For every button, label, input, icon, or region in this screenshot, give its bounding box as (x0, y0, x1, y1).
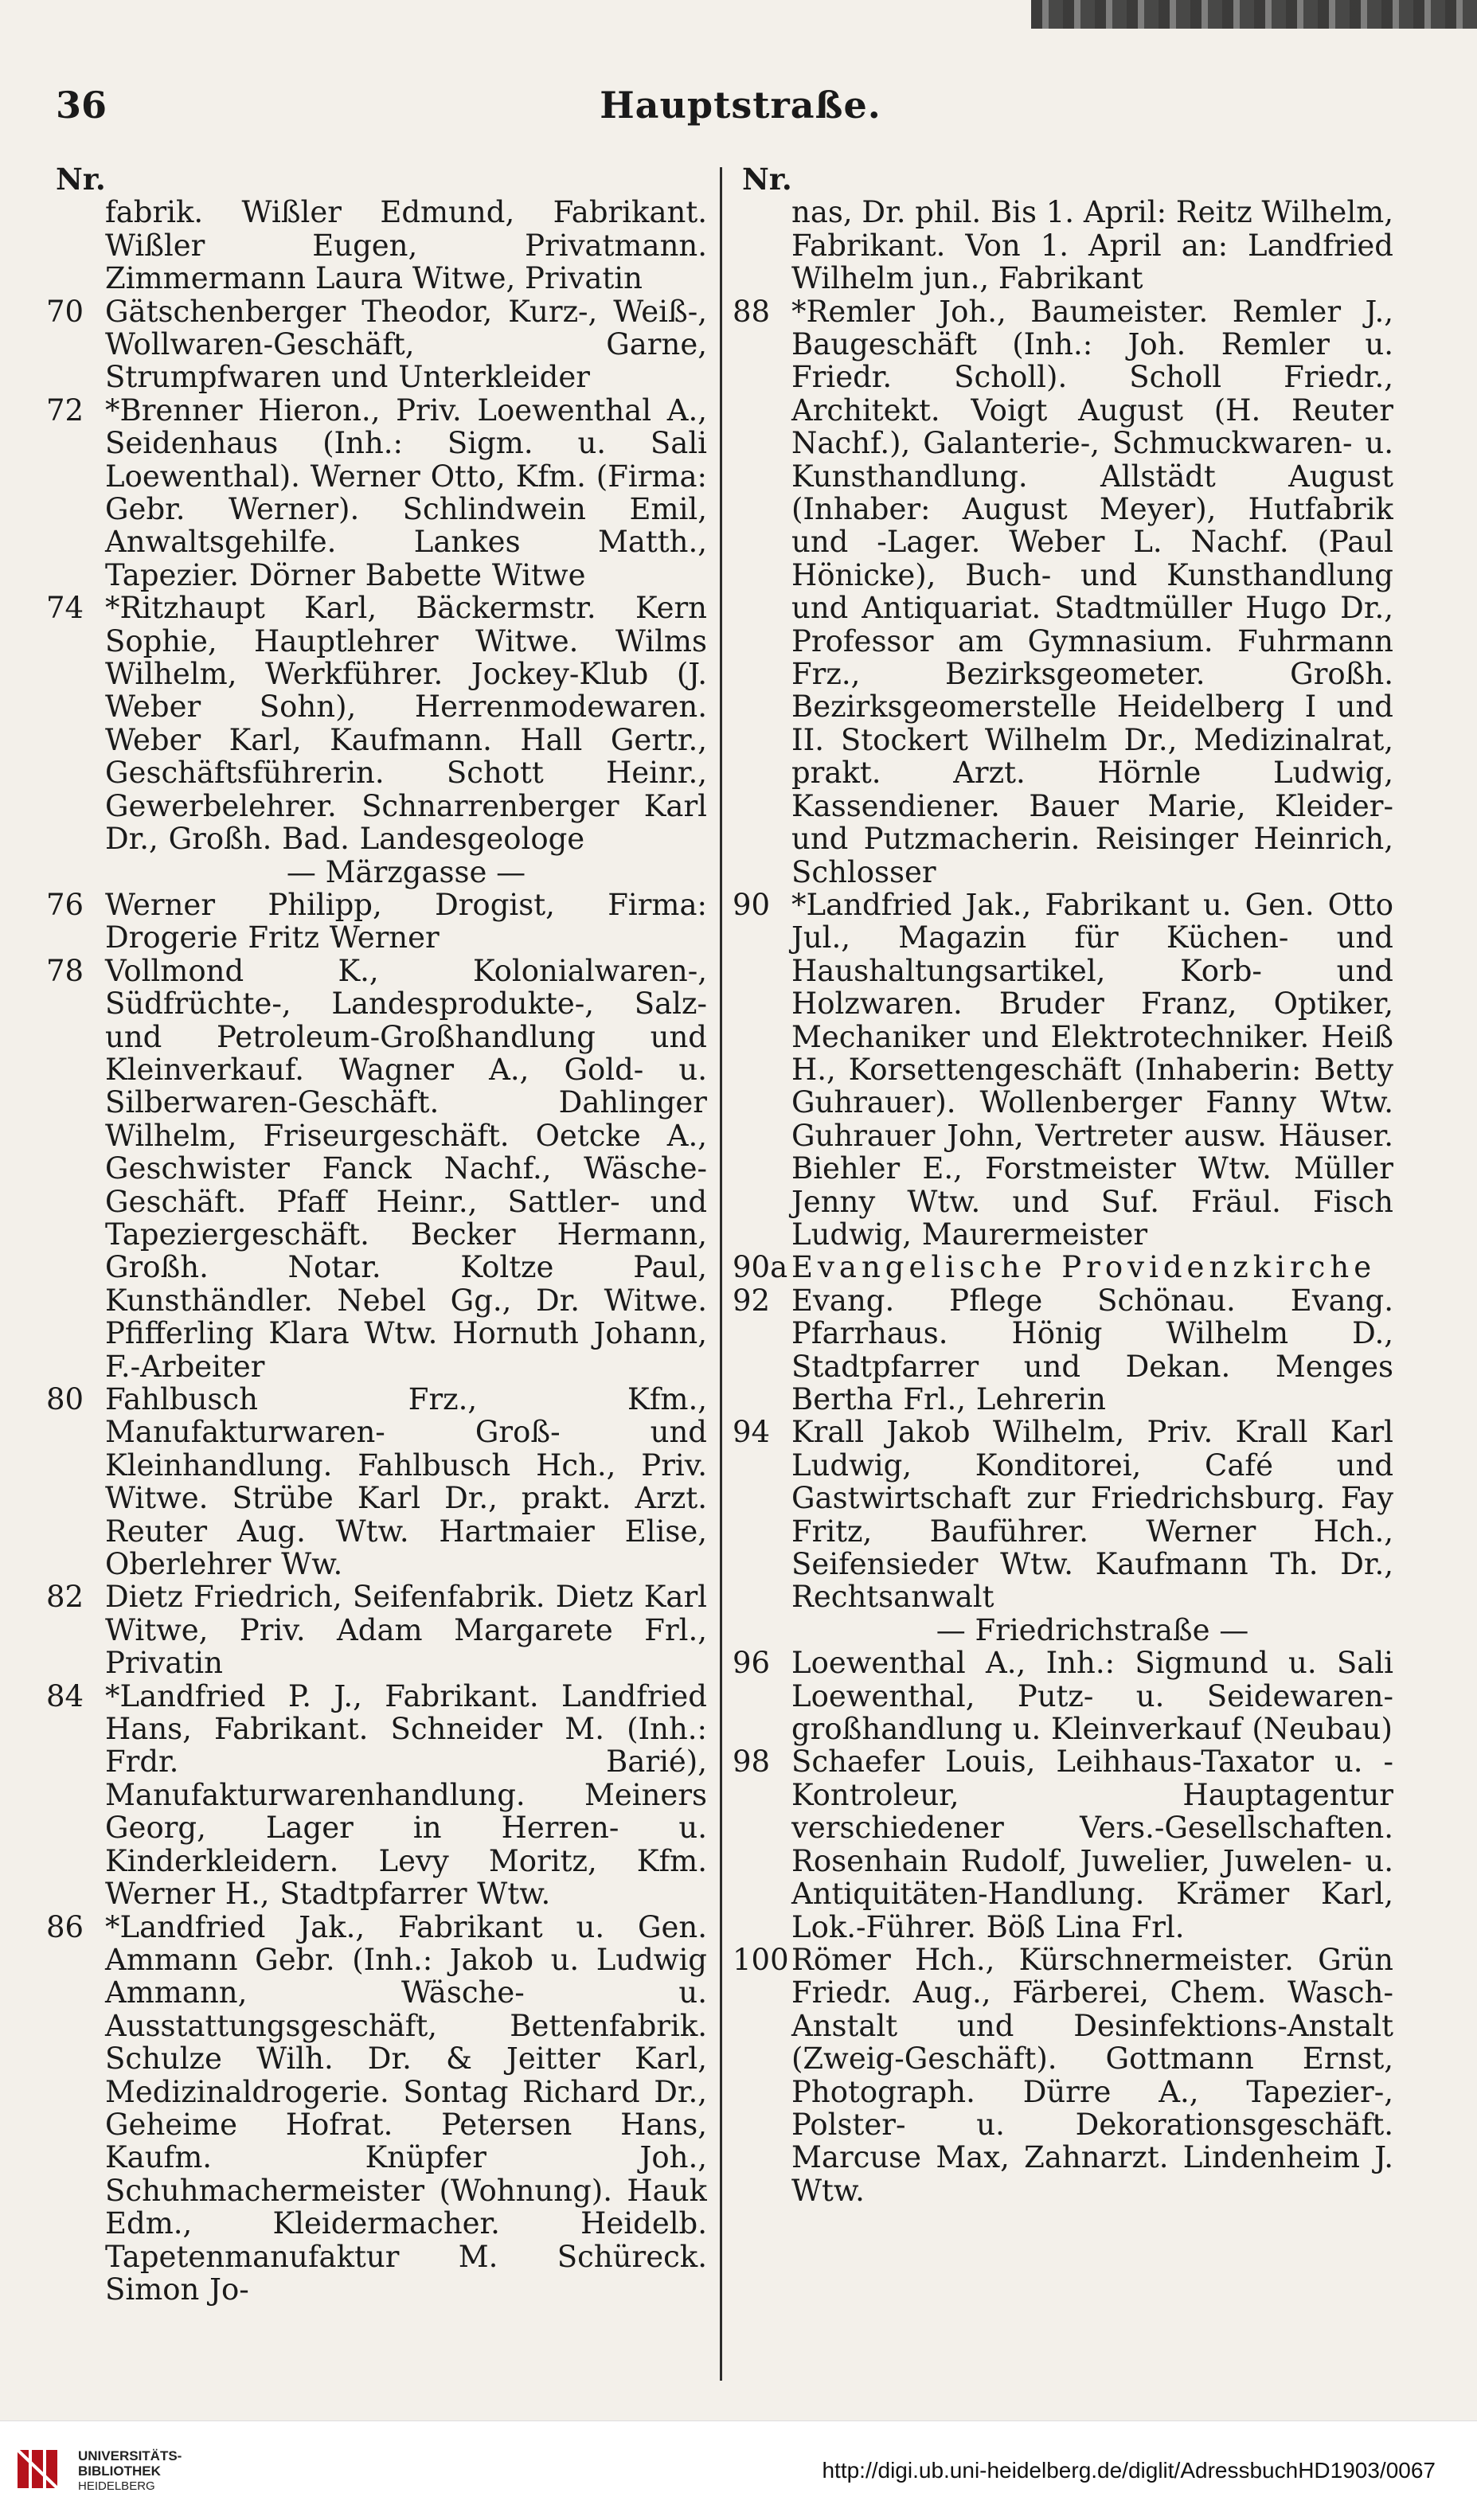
directory-entry (733, 1745, 1393, 1943)
column-divider (720, 167, 722, 2381)
column-head: Nr. (742, 163, 792, 197)
house-number: 92 (733, 1283, 771, 1318)
cross-street-separator: — Friedrichstraße — (936, 1612, 1249, 1647)
directory-entry (733, 1944, 1393, 2207)
directory-entry (733, 295, 1393, 889)
directory-entry (733, 1416, 1393, 1613)
directory-entry (733, 889, 1393, 1251)
entry-text: Evang. Pflege Schönau. Evang. Pfarrhaus. Hönig Wilhelm D., Stadtpfarrer und Dekan. Menges Bertha Frl., Lehrerin (791, 1283, 1393, 1417)
column-head: Nr. (56, 163, 106, 197)
torn-page-edge (1031, 0, 1477, 29)
entry-text: *Landfried Jak., Fabrikant u. Gen. Ammann Gebr. (Inh.: Jakob u. Ludwig Ammann, Wäsche- u. Ausstattungsgeschäft, Bettenfabrik. Schulze Wilh. Dr. & Jeitter Karl, Medizinaldrogerie. Sontag Richard Dr., Geheime Hofrat. Petersen Hans, Kaufm. Knüpfer Joh., Schuhmachermeister (Wohnung). Hauk Edm., Kleidermacher. Heidelb. Tapetenmanufaktur M. Schüreck. Simon Jo- (105, 1909, 707, 2307)
page-title: Hauptstraße. (600, 84, 881, 127)
cross-street-separator: — Märzgasse — (286, 854, 526, 889)
entry-text: Loewenthal A., Inh.: Sigmund u. Sali Loewenthal, Putz- u. Seidewaren-großhandlung u. Kleinverkauf (Neubau) (791, 1646, 1393, 1747)
house-number: 90 (733, 887, 771, 922)
source-url-link[interactable]: http://digi.ub.uni-heidelberg.de/diglit/AdressbuchHD1903/0067 (822, 2458, 1436, 2483)
house-number: 98 (733, 1744, 771, 1780)
directory-entry (733, 1284, 1393, 1416)
house-number: 74 (46, 591, 84, 626)
continuation-text: fabrik. Wißler Edmund, Fabrikant. Wißler Eugen, Privatmann. Zimmermann Laura Witwe, Privatin (105, 195, 707, 296)
entry-text: *Brenner Hieron., Priv. Loewenthal A., Seidenhaus (Inh.: Sigm. u. Sali Loewenthal). Werner Otto, Kfm. (Firma: Gebr. Werner). Schlindwein Emil, Anwaltsgehilfe. Lankes Matth., Tapezier. Dörner Babette Witwe (105, 393, 707, 592)
house-number: 96 (733, 1646, 771, 1681)
house-number: 94 (733, 1415, 771, 1450)
house-number: 86 (46, 1909, 84, 1944)
page-header (48, 84, 1433, 139)
directory-entry (46, 1383, 707, 1580)
entry-text: Dietz Friedrich, Seifenfabrik. Dietz Karl Witwe, Priv. Adam Margarete Frl., Privatin (105, 1580, 707, 1681)
university-library-logo-icon (14, 2445, 62, 2493)
entry-text: *Landfried P. J., Fabrikant. Landfried Hans, Fabrikant. Schneider M. (Inh.: Frdr. Barié), Manufakturwarenhandlung. Meiners Georg, Lager in Herren- u. Kinderkleidern. Levy Moritz, Kfm. Werner H., Stadtpfarrer Wtw. (105, 1678, 707, 1912)
house-number: 76 (46, 887, 84, 922)
entry-text: Fahlbusch Frz., Kfm., Manufakturwaren- Groß- und Kleinhandlung. Fahlbusch Hch., Priv. Witwe. Strübe Karl Dr., prakt. Arzt. Reuter Aug. Wtw. Hartmaier Elise, Oberlehrer Ww. (105, 1382, 707, 1582)
house-number: 82 (46, 1580, 84, 1615)
page-number: 36 (56, 84, 107, 127)
entry-text: Vollmond K., Kolonialwaren-, Südfrüchte-, Landesprodukte-, Salz- und Petroleum-Großhandlung und Kleinverkauf. Wagner A., Gold- u. Silberwaren-Geschäft. Dahlinger Wilhelm, Friseurgeschäft. Oetcke A., Geschwister Fanck Nachf., Wäsche-Geschäft. Pfaff Heinr., Sattler- und Tapeziergeschäft. Becker Hermann, Großh. Notar. Koltze Paul, Kunsthändler. Nebel Gg., Dr. Witwe. Pfifferling Klara Wtw. Hornuth Johann, F.-Arbeiter (105, 953, 707, 1384)
entry-text: *Remler Joh., Baumeister. Remler J., Baugeschäft (Inh.: Joh. Remler u. Friedr. Scholl). Scholl Friedr., Architekt. Voigt August (H. Reuter Nachf.), Galanterie-, Schmuckwaren- u. Kunsthandlung. Allstädt August (Inhaber: August Meyer), Hutfabrik und -Lager. Weber L. Nachf. (Paul Hönicke), Buch- und Kunsthandlung und Antiquariat. Stadtmüller Hugo Dr., Professor am Gymnasium. Fuhrmann Frz., Bezirksgeometer. Großh. Bezirksgeomerstelle Heidelberg I und II. Stockert Wilhelm Dr., Medizinalrat, prakt. Arzt. Hörnle Ludwig, Kassendiener. Bauer Marie, Kleider- und Putzmacherin. Reisinger Heinrich, Schlosser (791, 294, 1393, 889)
directory-entry (733, 1251, 1393, 1283)
entry-text: *Ritzhaupt Karl, Bäckermstr. Kern Sophie, Hauptlehrer Witwe. Wilms Wilhelm, Werkführer. Jockey-Klub (J. Weber Sohn), Herrenmodewaren. Weber Karl, Kaufmann. Hall Gertr., Geschäftsführerin. Schott Heinr., Gewerbelehrer. Schnarrenberger Karl Dr., Großh. Bad. Landesgeologe (105, 591, 707, 857)
entry-text: Römer Hch., Kürschnermeister. Grün Friedr. Aug., Färberei, Chem. Wasch-Anstalt und Desinfektions-Anstalt (Zweig-Geschäft). Gottmann Ernst, Photograph. Dürre A., Tapezier-, Polster- u. Dekorationsgeschäft. Marcuse Max, Zahnarzt. Lindenheim J. Wtw. (791, 1942, 1393, 2208)
house-number: 78 (46, 953, 84, 988)
directory-entry (46, 1911, 707, 2307)
library-name (78, 2448, 182, 2494)
house-number: 100 (733, 1942, 789, 1977)
entry-text: *Landfried Jak., Fabrikant u. Gen. Otto Jul., Magazin für Küchen- und Haushaltungsartikel, Korb- und Holzwaren. Bruder Franz, Optiker, Mechaniker und Elektrotechniker. Heiß H., Korsettengeschäft (Inhaberin: Betty Guhrauer). Wollenberger Fanny Wtw. Guhrauer John, Vertreter ausw. Häuser. Biehler E., Forstmeister Wtw. Müller Jenny Wtw. und Suf. Fräul. Fisch Ludwig, Maurermeister (791, 887, 1393, 1252)
entry-text: Krall Jakob Wilhelm, Priv. Krall Karl Ludwig, Konditorei, Café und Gastwirtschaft zur Friedrichsburg. Fay Fritz, Bauführer. Werner Hch., Seifensieder Wtw. Kaufmann Th. Dr., Rechtsanwalt (791, 1415, 1393, 1615)
house-number: 80 (46, 1382, 84, 1417)
house-number: 72 (46, 393, 84, 428)
directory-entry (46, 394, 707, 592)
entry-text: Werner Philipp, Drogist, Firma: Drogerie Fritz Werner (105, 887, 707, 955)
left-column (46, 163, 707, 2385)
house-number: 70 (46, 294, 84, 329)
directory-entry (46, 295, 707, 394)
directory-entry (46, 955, 707, 1383)
directory-entry (46, 592, 707, 855)
continuation-text: nas, Dr. phil. Bis 1. April: Reitz Wilhelm, Fabrikant. Von 1. April an: Landfried Wilhelm jun., Fabrikant (791, 195, 1393, 296)
directory-entry (733, 1647, 1393, 1745)
entry-text: Schaefer Louis, Leihhaus-Taxator u. -Kontroleur, Hauptagentur verschiedener Vers.-Gesellschaften. Rosenhain Rudolf, Juwelier, Juwelen- u. Antiquitäten-Handlung. Krämer Karl, Lok.-Führer. Böß Lina Frl. (791, 1744, 1393, 1944)
digitization-footer (0, 2420, 1477, 2520)
directory-entry (46, 889, 707, 955)
directory-entry (46, 1680, 707, 1911)
library-name-line: HEIDELBERG (78, 2479, 155, 2493)
library-name-line: BIBLIOTHEK (78, 2463, 161, 2479)
house-number: 90a (733, 1250, 788, 1285)
directory-entry (46, 1580, 707, 1679)
library-name-line: UNIVERSITÄTS- (78, 2448, 182, 2463)
entry-text: Evangelische Providenzkirche (791, 1250, 1377, 1285)
right-column (733, 163, 1393, 2385)
entry-text: Gätschenberger Theodor, Kurz-, Weiß-, Wollwaren-Geschäft, Garne, Strumpfwaren und Unterkleider (105, 294, 707, 395)
house-number: 88 (733, 294, 771, 329)
house-number: 84 (46, 1678, 84, 1713)
